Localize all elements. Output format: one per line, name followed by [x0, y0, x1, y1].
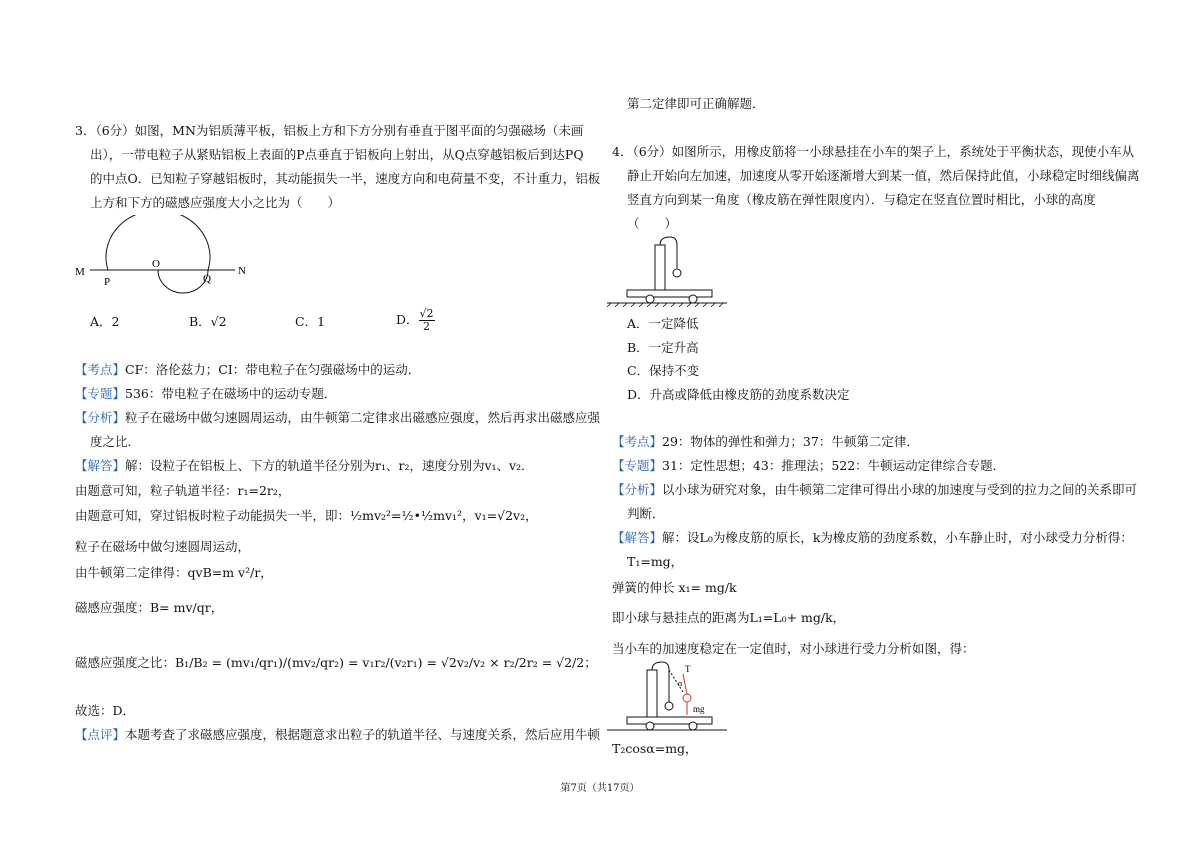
- trajectory-figure: [70, 215, 260, 295]
- zhuanti-row: 【专题】31：定性思想；43：推理法；522：牛顿运动定律综合专题．: [612, 458, 1006, 473]
- zhuanti-tag: 【专题】: [75, 386, 126, 401]
- jieda-row: 【解答】解：设L₀为橡皮筋的原长，k为橡皮筋的劲度系数，小车静止时，对小球受力分析得：: [612, 530, 1133, 545]
- q3-option-a: A．2: [90, 314, 120, 329]
- solution-line: 磁感应强度：B= mv/qr，: [75, 600, 224, 615]
- solution-line: 粒子在磁场中做匀速圆周运动，: [75, 539, 251, 554]
- solution-line: T₂cosα=mg，: [612, 741, 698, 756]
- fenxi-tag: 【分析】: [75, 410, 126, 425]
- label-p: P: [104, 276, 111, 288]
- page-footer: 第7页（共17页）: [560, 783, 640, 794]
- jieda-tag: 【解答】: [75, 458, 126, 473]
- solution-line: 故选：D．: [75, 703, 136, 718]
- solution-line: 由题意可知，粒子轨道半径：r₁=2r₂，: [75, 483, 291, 498]
- q3-option-d: D． $\frac{√2}{2}$: [396, 307, 434, 333]
- q4-stem-line: 竖直方向到某一角度（橡皮筋在弹性限度内）．与稳定在竖直位置时相比，小球的高度: [627, 192, 1096, 207]
- fenxi-cont: 判断．: [627, 506, 665, 521]
- q4-stem-line: （ ）: [627, 216, 678, 231]
- q4-option-b: B．一定升高: [627, 340, 699, 355]
- kaodian-tag: 【考点】: [612, 434, 663, 449]
- label-t: T: [685, 664, 691, 674]
- fenxi-row: 【分析】以小球为研究对象，由牛顿第二定律可得出小球的加速度与受到的拉力之间的关系即可: [612, 482, 1138, 497]
- kaodian-row: 【考点】29：物体的弹性和弹力；37：牛顿第二定律．: [612, 434, 919, 449]
- q4-option-c: C．保持不变: [627, 363, 700, 378]
- q4-option-d: D．升高或降低由橡皮筋的劲度系数决定: [627, 387, 850, 402]
- solution-line: 磁感应强度之比：B₁/B₂ = (mv₁/qr₁)/(mv₂/qr₂) = v₁r₂/(v₂r₁) = √2v₂/v₂ × r₂/2r₂ = √2/2；: [75, 655, 597, 670]
- q3-stem-line: 3．（6分）如图，MN为铝质薄平板，铝板上方和下方分别有垂直于图平面的匀强磁场（未画: [75, 123, 584, 138]
- solution-line: 弹簧的伸长 x₁= mg/k: [612, 580, 737, 595]
- label-m: M: [75, 266, 85, 278]
- label-q: Q: [203, 273, 211, 285]
- q3-option-c: C．1: [295, 314, 326, 329]
- jieda-row: 【解答】解：设粒子在铝板上、下方的轨道半径分别为r₁、r₂，速度分别为v₁、v₂．: [75, 458, 534, 473]
- q3-stem-line: 的中点O．已知粒子穿越铝板时，其动能损失一半，速度方向和电荷量不变，不计重力，铝板: [90, 171, 601, 186]
- kaodian-tag: 【考点】: [75, 362, 126, 377]
- q3-stem-line: 上方和下方的磁感应强度大小之比为（ ）: [90, 195, 341, 210]
- fenxi-tag: 【分析】: [612, 482, 663, 497]
- cart-figure: [605, 235, 730, 307]
- label-alpha: α: [678, 679, 683, 688]
- cart-force-figure: [605, 660, 730, 735]
- dianping-tag: 【点评】: [75, 727, 126, 742]
- label-n: N: [238, 265, 246, 277]
- label-mg: mg: [693, 704, 705, 714]
- solution-line: 即小球与悬挂点的距离为L₁=L₀+ mg/k，: [612, 610, 846, 625]
- carry-line: 第二定律即可正确解题．: [627, 96, 765, 111]
- label-o: O: [152, 258, 160, 270]
- solution-line: 由题意可知，穿过铝板时粒子动能损失一半，即：½mv₂²=½•½mv₁²，v₁=√2v₂，: [75, 508, 538, 523]
- dianping-row: 【点评】本题考查了求磁感应强度，根据题意求出粒子的轨道半径、与速度关系，然后应用牛顿: [75, 727, 601, 742]
- solution-line: T₁=mg，: [627, 554, 684, 569]
- kaodian-row: 【考点】CF：洛伦兹力；CI：带电粒子在匀强磁场中的运动．: [75, 362, 421, 377]
- q4-stem-line: 静止开始向左加速，加速度从零开始逐渐增大到某一值，然后保持此值，小球稳定时细线偏离: [627, 168, 1140, 183]
- q4-option-a: A．一定降低: [627, 316, 699, 331]
- zhuanti-row: 【专题】536：带电粒子在磁场中的运动专题．: [75, 386, 337, 401]
- solution-line: 当小车的加速度稳定在一定值时，对小球进行受力分析如图，得：: [612, 641, 975, 656]
- q3-option-b: B．√2: [189, 314, 227, 329]
- fenxi-cont: 度之比．: [90, 434, 141, 449]
- jieda-tag: 【解答】: [612, 530, 663, 545]
- q3-stem-line: 出），一带电粒子从紧贴铝板上表面的P点垂直于铝板向上射出，从Q点穿越铝板后到达PQ: [90, 147, 584, 162]
- zhuanti-tag: 【专题】: [612, 458, 663, 473]
- solution-line: 由牛顿第二定律得：qvB=m v²/r，: [75, 565, 273, 580]
- fenxi-row: 【分析】粒子在磁场中做匀速圆周运动，由牛顿第二定律求出磁感应强度，然后再求出磁感应强: [75, 410, 601, 425]
- q4-stem-line: 4．（6分）如图所示，用橡皮筋将一小球悬挂在小车的架子上，系统处于平衡状态，现使小车从: [612, 144, 1135, 159]
